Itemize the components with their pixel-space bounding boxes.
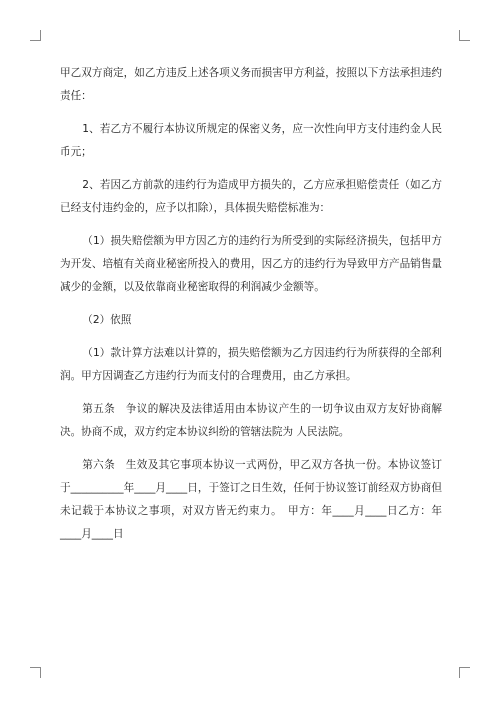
paragraph-article-5-dispute: 第五条 争议的解决及法律适用由本协议产生的一切争议由双方友好协商解决。协商不成，双方约定本协议纠纷的管辖法院为 人民法院。 bbox=[60, 403, 442, 438]
paragraph-calculation-method: （1）款计算方法难以计算的，损失赔偿额为乙方因违约行为所获得的全部利润。甲方因调查乙方违约行为而支付的合理费用，由乙方承担。 bbox=[60, 347, 442, 382]
crop-mark-bottom-right bbox=[459, 667, 470, 678]
paragraph-breach-liability: 甲乙双方商定，如乙方违反上述各项义务而损害甲方利益，按照以下方法承担违约责任： bbox=[60, 67, 442, 102]
crop-mark-bottom-left bbox=[30, 667, 41, 678]
paragraph-damages-standard: 2、若因乙方前款的违约行为造成甲方损失的，乙方应承担赔偿责任（如乙方已经支付违约金的，应予以扣除），具体损失赔偿标准为： bbox=[60, 179, 442, 214]
crop-mark-top-right bbox=[459, 30, 470, 41]
paragraph-confidentiality-penalty: 1、若乙方不履行本协议所规定的保密义务，应一次性向甲方支付违约金人民币元； bbox=[60, 123, 442, 158]
paragraph-article-6-effectiveness: 第六条 生效及其它事项本协议一式两份，甲乙双方各执一份。本协议签订于__________年____月____日，于签订之日生效，任何于协议签订前经双方协商但未记载于本协议之事项，对双方皆无约束力。 甲方：年____月____日乙方：年____月____日 bbox=[60, 459, 442, 540]
document-body bbox=[60, 62, 442, 556]
crop-mark-top-left bbox=[30, 30, 41, 41]
paragraph-damages-item-1: （1）损失赔偿额为甲方因乙方的违约行为所受到的实际经济损失，包括甲方为开发、培植有关商业秘密所投入的费用，因乙方的违约行为导致甲方产品销售量减少的金额，以及依靠商业秘密取得的利润减少金额等。 bbox=[60, 235, 442, 293]
paragraph-damages-item-2: （2）依照 bbox=[82, 314, 132, 326]
